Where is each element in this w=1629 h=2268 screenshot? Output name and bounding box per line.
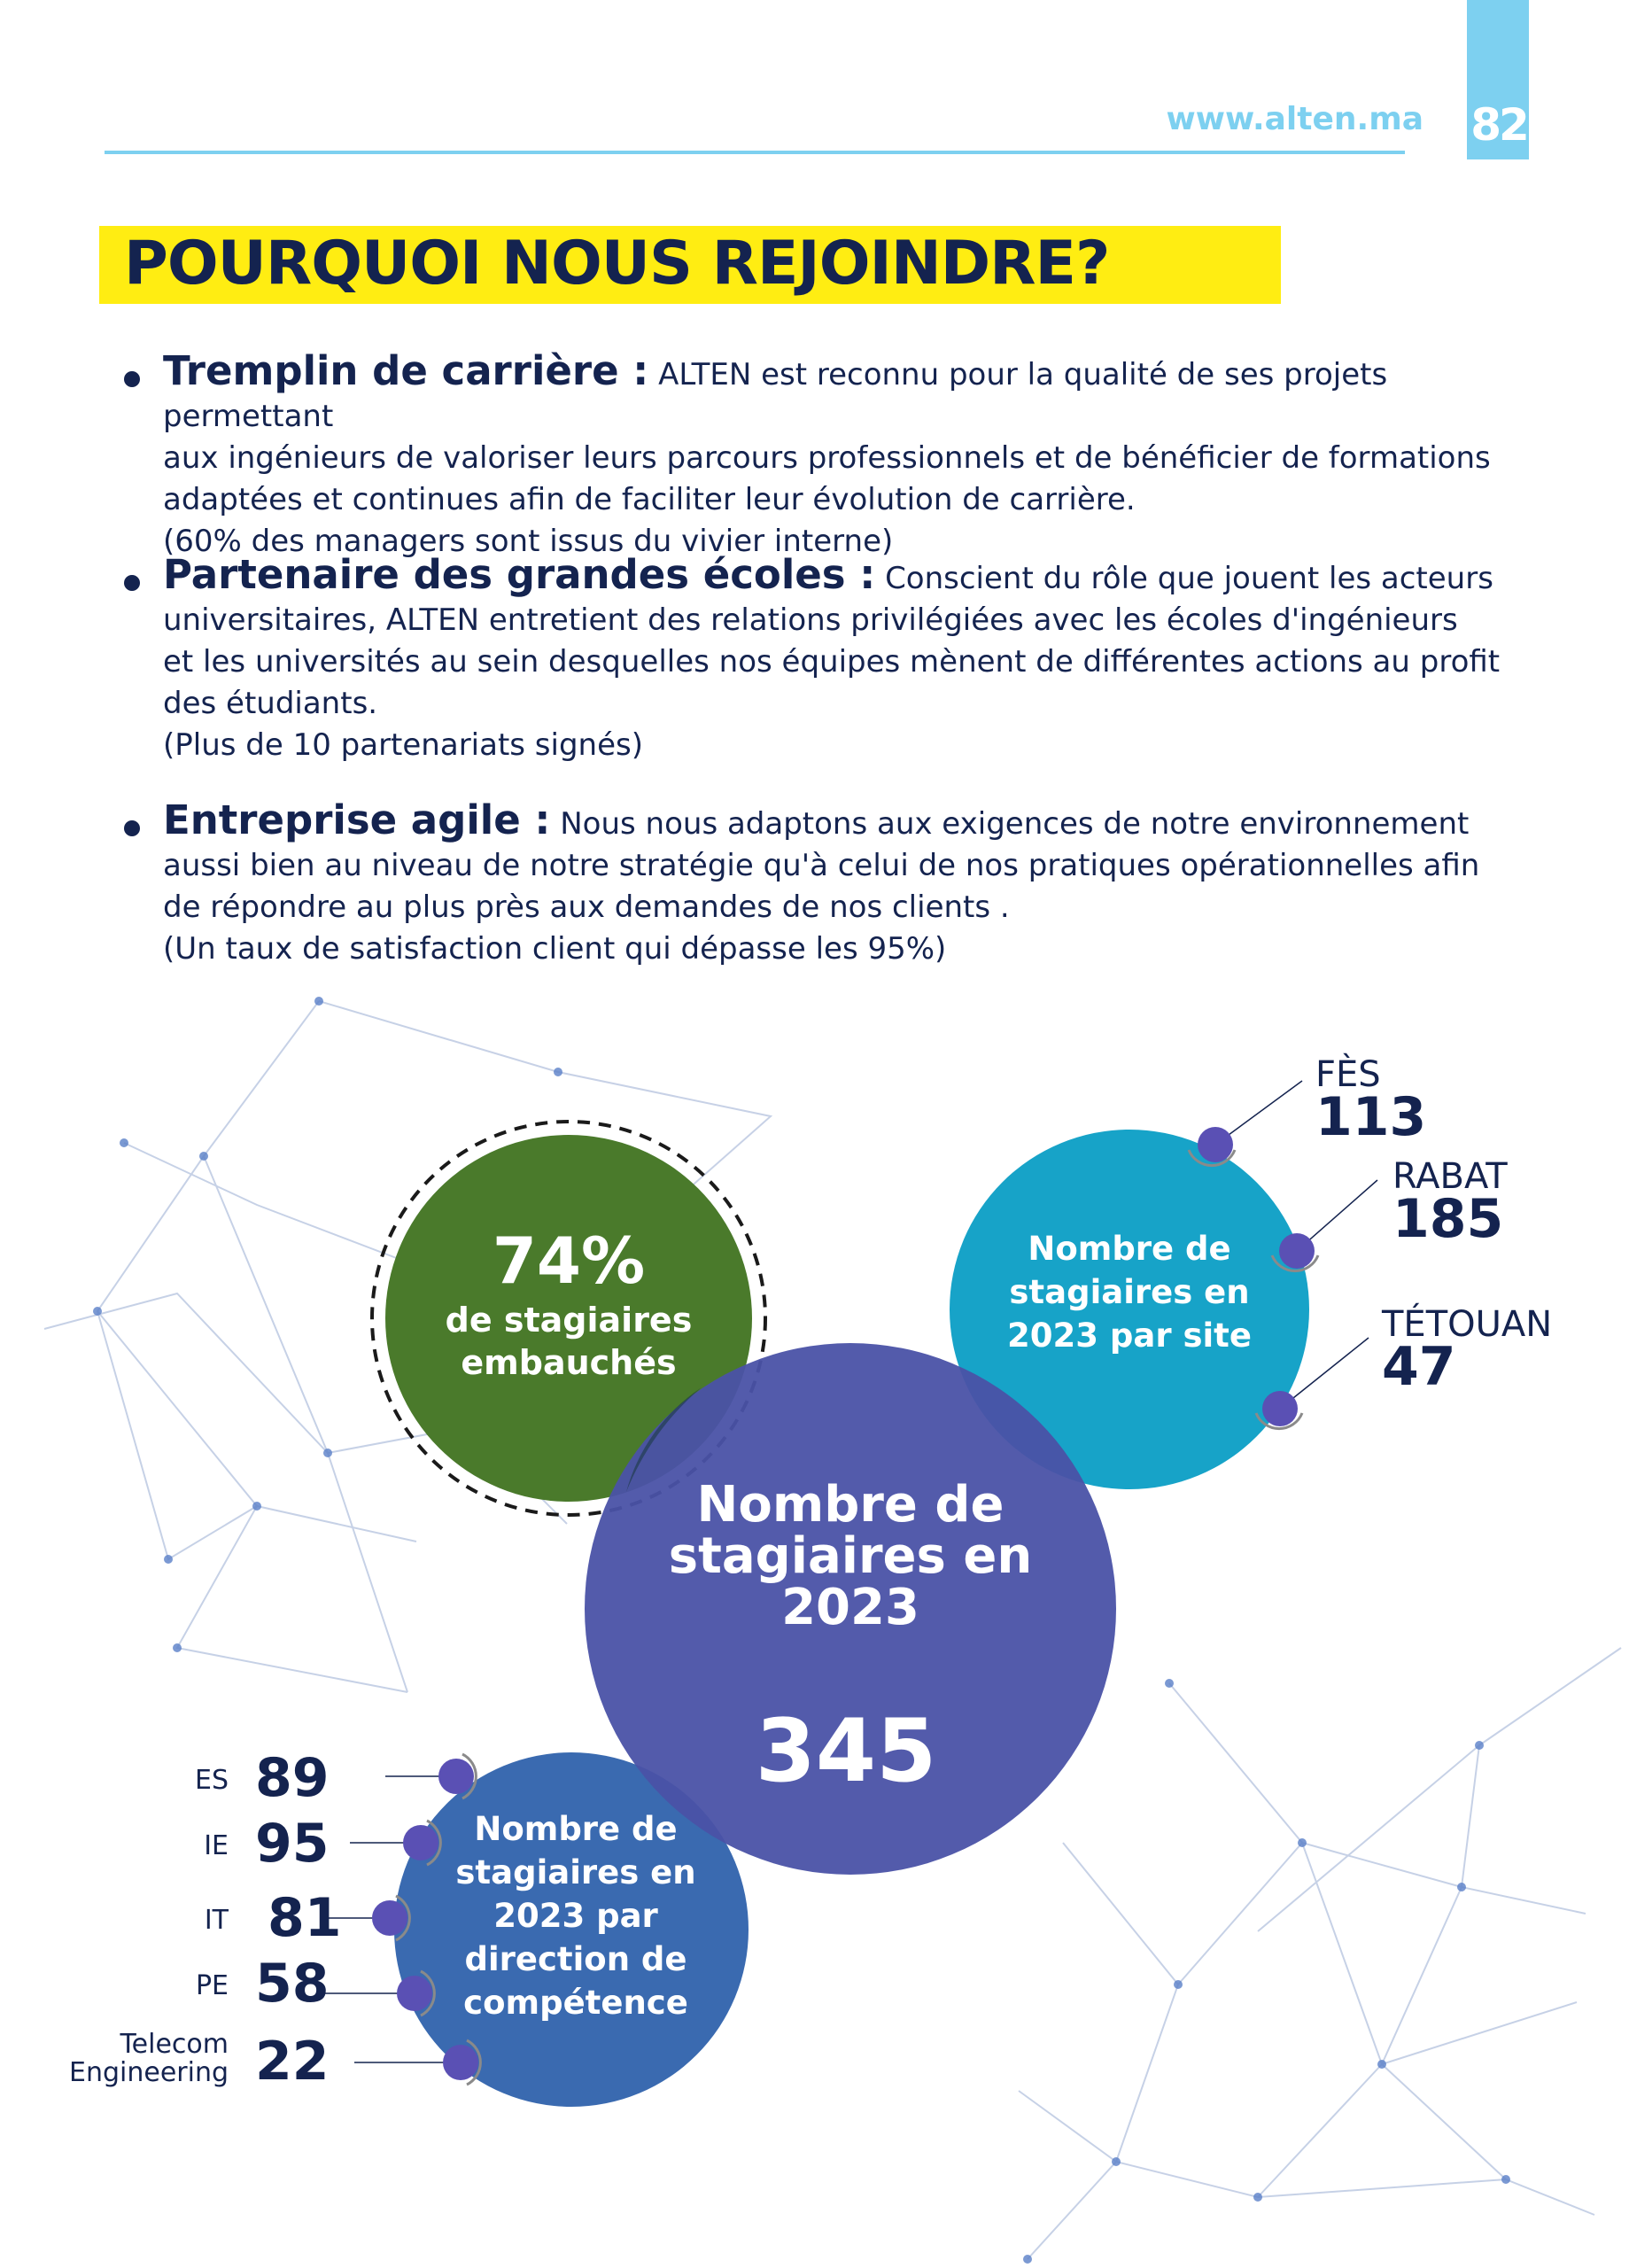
competence-value: 95 — [255, 1813, 330, 1875]
bullet-agile — [124, 796, 1524, 976]
site-name: FÈS — [1315, 1054, 1381, 1095]
hired-line: de stagiaires — [445, 1301, 693, 1340]
hired-line: embauchés — [461, 1343, 677, 1382]
competence-line: 2023 par — [493, 1897, 658, 1935]
total-line: 2023 — [781, 1579, 919, 1636]
competence-item-pe — [35, 1953, 363, 2015]
competence-item-it — [35, 1887, 363, 1949]
website-url[interactable]: www.alten.ma — [1166, 101, 1423, 137]
site-line: stagiaires en — [1009, 1273, 1250, 1311]
site-value: 185 — [1392, 1188, 1504, 1250]
competence-value: 22 — [255, 2031, 330, 2093]
bullet-line: adaptées et continues afin de faciliter leur évolution de carrière. — [163, 482, 1136, 517]
competence-label-line: Telecom — [120, 2029, 229, 2060]
competence-line: compétence — [463, 1984, 688, 2022]
node-telecom — [443, 2045, 478, 2080]
bullet-line: de répondre au plus près aux demandes de nos clients . — [163, 889, 1010, 925]
competence-line: stagiaires en — [455, 1853, 696, 1891]
competence-value: 89 — [255, 1747, 330, 1809]
bullet-dot-icon — [124, 820, 140, 836]
page-title: POURQUOI NOUS REJOINDRE? — [124, 229, 1110, 299]
bullet-line: Conscient du rôle que jouent les acteurs — [885, 561, 1493, 596]
competence-line: Nombre de — [474, 1810, 678, 1848]
competence-item-telecom — [35, 2031, 363, 2101]
competence-label: IT — [204, 1905, 229, 1936]
bullet-dot-icon — [124, 371, 140, 387]
bullet-heading: Tremplin de carrière : — [163, 347, 649, 394]
hired-value: 74% — [492, 1223, 646, 1298]
competence-value: 58 — [255, 1953, 330, 2015]
page-number: 82 — [1470, 99, 1527, 151]
hired-text — [399, 1223, 739, 1384]
bullet-line: aux ingénieurs de valoriser leurs parcours professionnels et de bénéficier de formations — [163, 440, 1491, 476]
bullet-line: (Plus de 10 partenariats signés) — [163, 727, 643, 763]
site-value: 47 — [1382, 1336, 1456, 1398]
competence-item-es — [35, 1747, 363, 1809]
bullet-line: et les universités au sein desquelles nos équipes mènent de différentes actions au profit — [163, 644, 1501, 680]
competence-item-ie — [35, 1813, 363, 1875]
total-text — [620, 1476, 1081, 1636]
bullet-heading: Partenaire des grandes écoles : — [163, 551, 876, 598]
header-divider — [105, 151, 1405, 154]
competence-label: IE — [204, 1830, 229, 1861]
bullet-line: (Un taux de satisfaction client qui dépasse les 95%) — [163, 931, 947, 967]
competence-label: PE — [195, 1970, 229, 2001]
bullet-line: ALTEN est reconnu pour la qualité de ses projets permettant — [163, 357, 1388, 434]
total-line: stagiaires en — [668, 1527, 1033, 1585]
site-item-tetouan — [1382, 1304, 1552, 1398]
total-value: 345 — [755, 1701, 937, 1802]
bullet-line: universitaires, ALTEN entretient des relations privilégiées avec les écoles d'ingénieurs — [163, 602, 1458, 638]
competence-value: 81 — [268, 1887, 342, 1949]
bullet-heading: Entreprise agile : — [163, 796, 551, 843]
site-line: 2023 par site — [1007, 1317, 1252, 1355]
site-item-rabat — [1392, 1156, 1508, 1250]
node-es — [438, 1759, 474, 1794]
bullet-schools — [124, 551, 1524, 775]
bullet-line: Nous nous adaptons aux exigences de notre environnement — [560, 806, 1470, 842]
node-tetouan — [1262, 1391, 1298, 1426]
competence-label: ES — [195, 1765, 229, 1796]
site-name: TÉTOUAN — [1382, 1304, 1553, 1345]
bullet-line: aussi bien au niveau de notre stratégie qu'à celui de nos pratiques opérationnelles afin — [163, 848, 1480, 883]
competence-label-line: Engineering — [69, 2057, 229, 2088]
site-value: 113 — [1315, 1086, 1427, 1148]
competence-line: direction de — [464, 1940, 687, 1978]
competence-label — [35, 2031, 229, 2087]
bullet-line: des étudiants. — [163, 686, 378, 721]
node-rabat — [1279, 1233, 1315, 1269]
bullet-line: (60% des managers sont issus du vivier interne) — [163, 524, 894, 559]
total-line: Nombre de — [696, 1476, 1005, 1534]
site-name: RABAT — [1392, 1156, 1508, 1197]
site-text — [979, 1227, 1280, 1357]
node-it — [372, 1900, 407, 1936]
bullet-dot-icon — [124, 575, 140, 591]
site-line: Nombre de — [1028, 1230, 1231, 1268]
competence-text — [425, 1807, 726, 2024]
bullet-career — [124, 347, 1524, 559]
node-fes — [1198, 1127, 1233, 1162]
site-item-fes — [1315, 1054, 1426, 1148]
